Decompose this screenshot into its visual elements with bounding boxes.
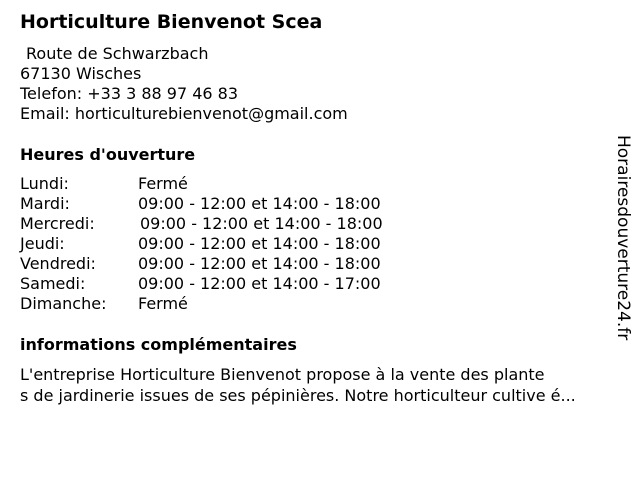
phone-line: Telefon: +33 3 88 97 46 83 bbox=[20, 84, 239, 103]
hours-time: 09:00 - 12:00 et 14:00 - 18:00 bbox=[140, 214, 383, 233]
address-block bbox=[20, 44, 348, 124]
email-line: Email: horticulturebienvenot@gmail.com bbox=[20, 104, 348, 123]
street-address: Route de Schwarzbach bbox=[26, 44, 209, 63]
additional-info-text bbox=[20, 364, 640, 406]
hours-time: 09:00 - 12:00 et 14:00 - 17:00 bbox=[138, 274, 381, 293]
hours-day: Samedi: bbox=[20, 274, 86, 293]
hours-time: 09:00 - 12:00 et 14:00 - 18:00 bbox=[138, 254, 381, 273]
hours-time: 09:00 - 12:00 et 14:00 - 18:00 bbox=[138, 194, 381, 213]
info-line-2: s de jardinerie issues de ses pépinières. Notre horticulteur cultive é... bbox=[20, 386, 576, 405]
hours-time: 09:00 - 12:00 et 14:00 - 18:00 bbox=[138, 234, 381, 253]
hours-day: Jeudi: bbox=[20, 234, 65, 253]
info-line-1: L'entreprise Horticulture Bienvenot propose à la vente des plante bbox=[20, 365, 545, 384]
business-name: Horticulture Bienvenot Scea bbox=[20, 11, 323, 33]
hours-day: Mardi: bbox=[20, 194, 70, 213]
opening-hours-heading: Heures d'ouverture bbox=[20, 145, 196, 164]
hours-time: Fermé bbox=[138, 174, 188, 193]
site-watermark: Horairesdouverture24.fr bbox=[613, 135, 633, 341]
city-line: 67130 Wisches bbox=[20, 64, 142, 83]
hours-day: Mercredi: bbox=[20, 214, 95, 233]
hours-day: Lundi: bbox=[20, 174, 69, 193]
hours-day: Dimanche: bbox=[20, 294, 107, 313]
hours-time: Fermé bbox=[138, 294, 188, 313]
hours-day: Vendredi: bbox=[20, 254, 96, 273]
additional-info-heading: informations complémentaires bbox=[20, 335, 297, 354]
